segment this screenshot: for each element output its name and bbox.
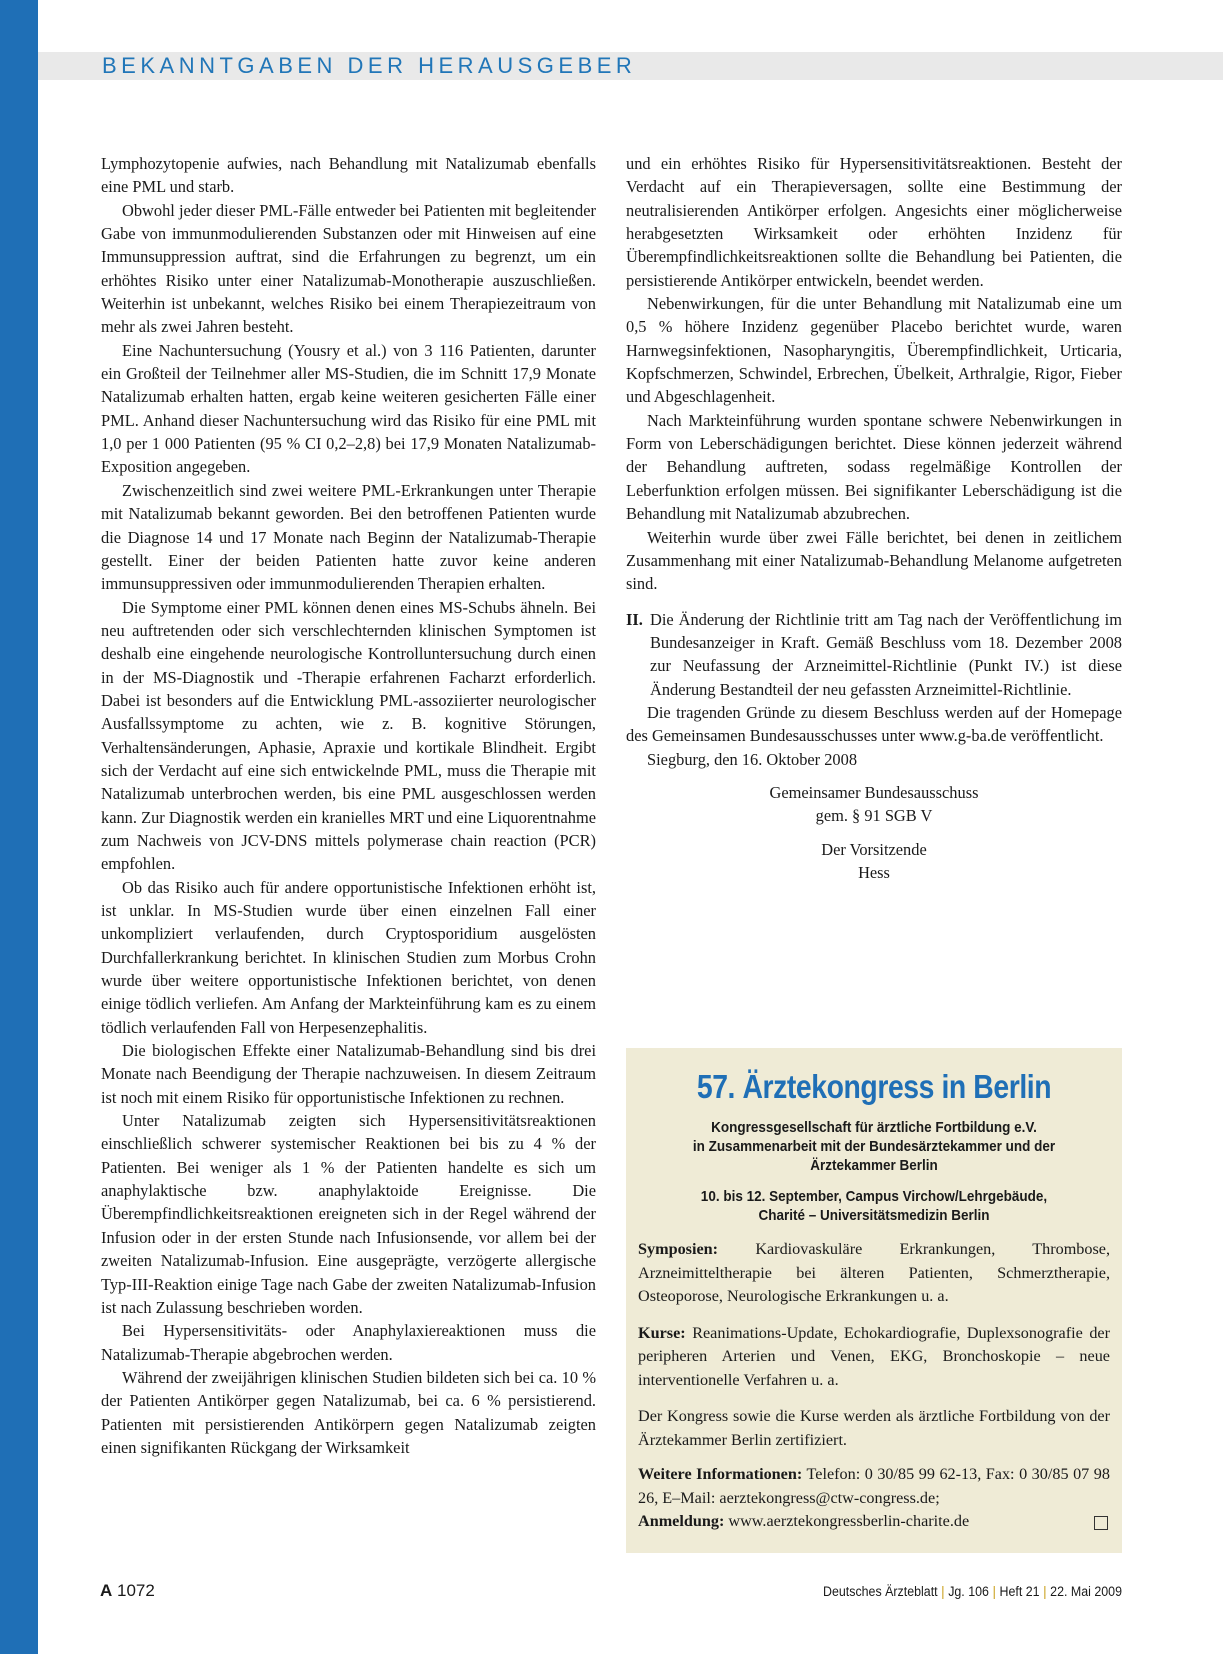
paragraph: Zwischenzeitlich sind zwei weitere PML-Erkrankungen unter Therapie mit Natalizumab bekannt geworden. Bei den betroffenen Patienten wurde die Diagnose 14 und 17 Monate nach Beginn der Natalizumab-Therapie gestellt. Einer der beiden Patienten hatte zuvor keine anderen immunsuppressiven oder immunmodulierenden Therapien erhalten. [101,480,596,594]
separator: | [1043,1584,1047,1599]
section-number: II. [626,609,643,629]
ad-kurse [638,1322,1110,1393]
page-prefix: A [100,1581,113,1600]
ad-text: Reanimations-Update, Echokardiografie, Duplexsonografie der peripheren Arterien und Venen, EKG, Bronchoskopie – neue interventionelle Verfahren u. a. [638,1323,1111,1389]
paragraph: Unter Natalizumab zeigten sich Hypersensitivitätsreaktionen einschließlich schwerer systemischer Reaktionen bei bis zu 4 % der Patienten. Bei weniger als 1 % der Patienten handelte es sich um anaphylaktische bzw. anaphylaktoide Ereignisse. Die Überempfindlichkeitsreaktionen ereigneten sich in der Regel während der Infusion oder in der ersten Stunde nach Infusionsende, vor allem bei der zweiten Natalizumab-Infusion. Eine ausgeprägte, verzögerte allergische Typ-III-Reaktion einige Tage nach Gabe der zweiten Natalizumab-Infusion ist nach Zulassung beschrieben worden. [101,1111,596,1317]
ad-info [638,1463,1110,1534]
section-text: Die Änderung der Richtlinie tritt am Tag nach der Veröffentlichung im Bundesanzeiger in Kraft. Gemäß Beschluss vom 18. Dezember 2008 zur Neufassung der Arzneimittel-Richtlinie (Punkt IV.) ist diese Änderung Bestandteil der neu gefassten Arzneimittel-Richtlinie. [650,609,1122,699]
journal-date: 22. Mai 2009 [1050,1584,1122,1599]
ad-text: Telefon: 0 30/85 99 62-13, Fax: 0 30/85 07 98 26, E–Mail: aerztekongress@ctw-congress.de; [638,1465,1110,1507]
place-date: Siegburg, den 16. Oktober 2008 [647,749,858,769]
journal-volume: Jg. 106 [948,1584,989,1599]
signature-organization [626,781,1122,828]
section-ii [626,608,1122,701]
ad-date-line: 10. bis 12. September, Campus Virchow/Lehrgebäude, [700,1188,1048,1205]
separator: | [992,1584,996,1599]
ad-label: Weitere Informationen: [638,1465,803,1483]
paragraph: Ob das Risiko auch für andere opportunistische Infektionen erhöht ist, ist unklar. In MS-Studien wurde über einen einzelnen Fall einer unkompliziert verlaufenden, durch Cryptosporidium ausgelösten Durchfallerkrankung berichtet. In klinischen Studien zum Morbus Crohn wurde über weitere opportunistische Infektionen berichtet, von denen einige tödlich verliefen. Am Anfang der Markteinführung kam es zu einem tödlich verlaufenden Fall von Herpesenzephalitis. [101,877,596,1037]
page-number [100,1581,155,1601]
separator: | [941,1584,945,1599]
paragraph: Bei Hypersensitivitäts- oder Anaphylaxiereaktionen muss die Natalizumab-Therapie abgebrochen werden. [101,1321,596,1364]
right-column [626,152,1122,884]
paragraph: Lymphozytopenie aufwies, nach Behandlung mit Natalizumab ebenfalls eine PML und starb. [101,154,596,197]
ad-symposien [638,1238,1110,1309]
ad-text: Kardiovaskuläre Erkrankungen, Thrombose, Arzneimitteltherapie bei älteren Patienten, Schmerztherapie, Osteoporose, Neurologische Erkrankungen u. a. [638,1240,1111,1305]
ad-label: Kurse: [638,1323,686,1342]
signature-role: Der Vorsitzende [821,839,927,859]
journal-issue: Heft 21 [999,1584,1040,1599]
ad-label: Symposien: [638,1240,719,1258]
ad-subtitle-line: Ärztekammer Berlin [810,1157,938,1174]
ad-link[interactable]: www.aerztekongressberlin-charite.de [728,1512,970,1530]
ad-subtitle [662,1118,1087,1175]
paragraph: Weiterhin wurde über zwei Fälle berichtet, bei denen in zeitlichem Zusammenhang mit einer Natalizumab-Behandlung Melanome aufgetreten sind. [626,527,1122,594]
left-column [101,152,596,1459]
paragraph: und ein erhöhtes Risiko für Hypersensitivitätsreaktionen. Besteht der Verdacht auf ein Therapieversagen, sollte eine Bestimmung der neutralisierenden Antikörper erfolgen. Angesichts einer möglicherweise herabgesetzten Wirksamkeit oder erhöhten Inzidenz für Überempfindlichkeitsreaktionen sollte die Behandlung bei Patienten, die persistierende Antikörper entwickeln, beendet werden. [626,154,1122,290]
congress-ad-box [626,1048,1122,1553]
end-square-icon [1094,1516,1108,1530]
left-accent-bar [0,0,38,1654]
org-line: Gemeinsamer Bundesausschuss [769,782,979,802]
ad-date-line: Charité – Universitätsmedizin Berlin [758,1207,990,1224]
ad-date [662,1187,1087,1225]
journal-name: Deutsches Ärzteblatt [823,1584,938,1599]
paragraph: Nebenwirkungen, für die unter Behandlung mit Natalizumab eine um 0,5 % höhere Inzidenz gegenüber Placebo berichtet wurde, waren Harnwegsinfektionen, Nasopharyngitis, Überempfindlichkeit, Urticaria, Kopfschmerzen, Schwindel, Erbrechen, Übelkeit, Arthralgie, Rigor, Fieber und Abgeschlagenheit. [626,294,1122,407]
paragraph: Obwohl jeder dieser PML-Fälle entweder bei Patienten mit begleitender Gabe von immunmodulierenden Substanzen oder mit Hinweisen auf eine Immunsuppression auftrat, sind die Erfahrungen zu begrenzt, um ein erhöhtes Risiko unter einer Natalizumab-Monotherapie auszuschließen. Weiterhin ist unbekannt, welches Risiko bei einem Therapiezeitraum von mehr als zwei Jahren besteht. [101,200,596,337]
org-line: gem. § 91 SGB V [815,806,933,826]
section-title: BEKANNTGABEN DER HERAUSGEBER [102,53,637,78]
signature-person [626,838,1122,885]
paragraph: Eine Nachuntersuchung (Yousry et al.) von 3 116 Patienten, darunter ein Großteil der Teilnehmer aller MS-Studien, die im Schnitt 17,9 Monate Natalizumab erhalten hatten, ergab keine weiteren gesicherten Fälle einer PML. Anhand dieser Nachuntersuchung wird das Risiko für eine PML mit 1,0 per 1 000 Patienten (95 % CI 0,2–2,8) bei 17,9 Monaten Natalizumab-Exposition angegeben. [101,340,596,477]
ad-registration [638,1510,1110,1534]
signature-name: Hess [858,862,890,882]
ad-subtitle-line: Kongressgesellschaft für ärztliche Fortbildung e.V. [711,1119,1037,1136]
page-number-value: 1072 [117,1581,155,1600]
paragraph: Die Symptome einer PML können denen eines MS-Schubs ähneln. Bei neu auftretenden oder sich verschlechternden klinischen Symptomen ist deshalb eine eingehende neurologische Kontrolluntersuchung durch einen in der MS-Diagnostik und -Therapie erfahrenen Facharzt erforderlich. Dabei ist besonders auf die Entwicklung PML-assoziierter neurologischer Ausfallssymptome zu achten, wie z. B. kognitive Störungen, Verhaltensänderungen, Aphasie, Apraxie und kortikale Blindheit. Ergibt sich der Verdacht auf eine sich entwickelnde PML, muss die Therapie mit Natalizumab unterbrochen werden, bis eine PML ausgeschlossen werden kann. Zur Diagnostik werden ein kranielles MRT und eine Liquorentnahme zum Nachweis von JCV-DNS mittels polymerase chain reaction (PCR) empfohlen. [101,597,596,874]
paragraph: Während der zweijährigen klinischen Studien bildeten sich bei ca. 10 % der Patienten Antikörper gegen Natalizumab, bei ca. 6 % persistierend. Patienten mit persistierenden Antikörpern gegen Natalizumab zeigten einen signifikanten Rückgang der Wirksamkeit [101,1367,596,1457]
ad-label: Anmeldung: [638,1512,725,1530]
paragraph: Die biologischen Effekte einer Natalizumab-Behandlung sind bis drei Monate nach Beendigung der Therapie nachzuweisen. In diesem Zeitraum ist noch mit einem Risiko für opportunistische Infektionen zu rechnen. [101,1041,596,1107]
footer-citation [823,1584,1122,1599]
ad-subtitle-line: in Zusammenarbeit mit der Bundesärztekammer und der [692,1138,1056,1155]
ad-certification: Der Kongress sowie die Kurse werden als ärztliche Fortbildung von der Ärztekammer Berlin zertifiziert. [638,1407,1110,1449]
ad-title: 57. Ärztekongress in Berlin [696,1068,1052,1105]
paragraph: Nach Markteinführung wurden spontane schwere Nebenwirkungen in Form von Leberschädigungen berichtet. Diese können jederzeit während der Behandlung auftreten, sodass regelmäßige Kontrollen der Leberfunktion erfolgen müssen. Bei signifikanter Leberschädigung ist die Behandlung mit Natalizumab abzubrechen. [626,410,1122,524]
reasons-text: Die tragenden Gründe zu diesem Beschluss werden auf der Homepage des Gemeinsamen Bundesausschusses unter www.g-ba.de veröffentlicht. [626,702,1122,746]
